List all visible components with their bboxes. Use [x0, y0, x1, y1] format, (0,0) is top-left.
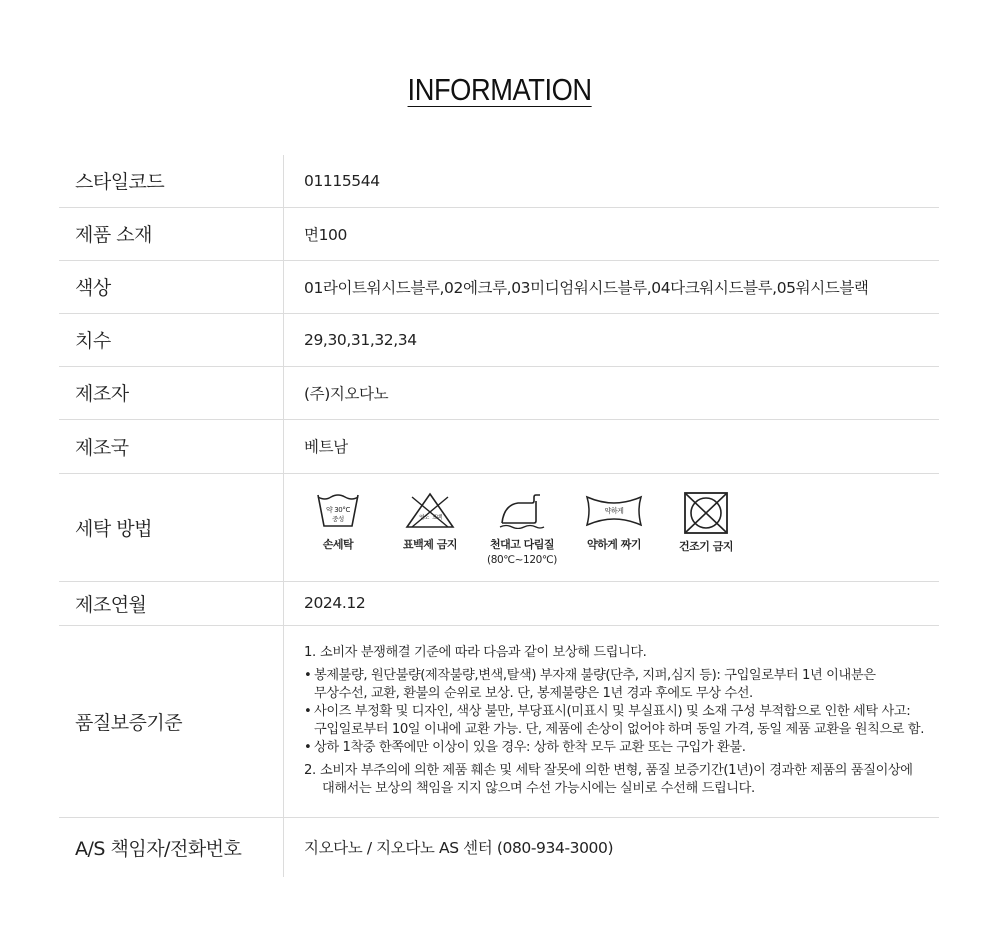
row-label: 품질보증기준: [59, 625, 284, 817]
row-value: 01115544: [284, 155, 940, 207]
quality-text: [304, 644, 939, 798]
care-icons: [292, 489, 939, 566]
page-title: INFORMATION: [407, 72, 593, 107]
table-row: [59, 817, 939, 877]
table-row: [59, 313, 939, 366]
quality-bullet: [304, 667, 939, 685]
care-item: [384, 491, 476, 552]
row-value: 2024.12: [284, 581, 940, 625]
table-row: [59, 366, 939, 419]
care-item: [476, 491, 568, 566]
table-row: [59, 473, 939, 581]
row-label: 치수: [59, 313, 284, 366]
bullet-text: 사이즈 부정확 및 디자인, 색상 불만, 부당표시(미표시 및 부실표시) 및 소재 구성 부적합으로 인한 세탁 사고:: [314, 704, 911, 719]
bullet-text: 구입일로부터 10일 이내에 교환 가능. 단, 제품에 손상이 없어야 하며 동일 가격, 동일 제품 교환을 원칙으로 함.: [314, 722, 925, 737]
care-icons-cell: [284, 473, 940, 581]
row-label: 제조자: [59, 366, 284, 419]
item-number: 2.: [304, 763, 316, 778]
bullet-text: 상하 1착중 한쪽에만 이상이 있을 경우: 상하 한착 모두 교환 또는 구입가 환불.: [314, 740, 746, 755]
table-row: [59, 581, 939, 625]
bullet-mark: •: [304, 704, 312, 719]
item-number: 1.: [304, 645, 316, 660]
care-item: [660, 491, 752, 554]
care-label: 손세탁: [322, 537, 354, 551]
item-text: 소비자 분쟁해결 기준에 따라 다음과 같이 보상해 드립니다.: [320, 645, 647, 660]
info-table: [59, 155, 939, 877]
bullet-mark: •: [304, 668, 312, 683]
quality-bullet: [304, 739, 939, 757]
table-row: [59, 207, 939, 260]
care-item: [568, 491, 660, 552]
hand-wash-icon: [315, 491, 361, 529]
iron-icon: [496, 491, 548, 529]
row-label: 제품 소재: [59, 207, 284, 260]
quality-bullet: [304, 703, 939, 721]
quality-item: [304, 762, 939, 780]
table-row: [59, 419, 939, 473]
care-inner-text: 염소: [419, 514, 429, 521]
no-bleach-icon: [404, 491, 456, 529]
care-label: 약하게 짜기: [587, 537, 641, 551]
row-value: 지오다노 / 지오다노 AS 센터 (080-934-3000): [304, 839, 614, 858]
care-label: 건조기 금지: [679, 539, 733, 553]
bullet-text: 무상수선, 교환, 환불의 순위로 보상. 단, 봉제불량은 1년 경과 후에도 무상 수선.: [314, 686, 753, 701]
row-value: 베트남: [284, 419, 940, 473]
care-inner-text: 표백: [432, 514, 442, 521]
care-label: 표백제 금지: [403, 537, 457, 551]
row-label: 세탁 방법: [59, 473, 284, 581]
row-value: 면100: [284, 207, 940, 260]
row-label: 제조연월: [59, 581, 284, 625]
care-inner-text: 중성: [332, 514, 344, 523]
table-row: [59, 155, 939, 207]
row-label: 제조국: [59, 419, 284, 473]
bullet-text: 봉제불량, 원단불량(제작불량,변색,탈색) 부자재 불량(단추, 지퍼,심지 등): 구입일로부터 1년 이내분은: [314, 668, 876, 683]
row-label: A/S 책임자/전화번호: [59, 817, 284, 877]
care-sub-label: (80℃~120℃): [487, 553, 557, 566]
row-value: 01라이트워시드블루,02에크루,03미디엄워시드블루,04다크워시드블루,05워시드블랙: [284, 260, 940, 313]
care-item: [292, 491, 384, 552]
title-wrap: [0, 72, 1000, 108]
row-value: (주)지오다노: [284, 366, 940, 419]
row-value: 29,30,31,32,34: [284, 313, 940, 366]
item-text: 대해서는 보상의 책임을 지지 않으며 수선 가능시에는 실비로 수선해 드립니다.: [322, 781, 755, 796]
bullet-mark: •: [304, 740, 312, 755]
gentle-wring-icon: [583, 491, 645, 529]
care-inner-text: 약하게: [604, 506, 624, 515]
care-inner-text: 약 30°C: [326, 505, 350, 514]
row-label: 색상: [59, 260, 284, 313]
table-row: [59, 625, 939, 817]
quality-item: [304, 644, 939, 662]
item-text: 소비자 부주의에 의한 제품 훼손 및 세탁 잘못에 의한 변형, 품질 보증기간(1년)이 경과한 제품의 품질이상에: [320, 763, 913, 778]
care-label: 천대고 다림질: [489, 537, 555, 551]
no-tumble-dry-icon: [683, 491, 729, 535]
table-row: [59, 260, 939, 313]
quality-cell: [284, 625, 940, 817]
row-label: 스타일코드: [59, 155, 284, 207]
